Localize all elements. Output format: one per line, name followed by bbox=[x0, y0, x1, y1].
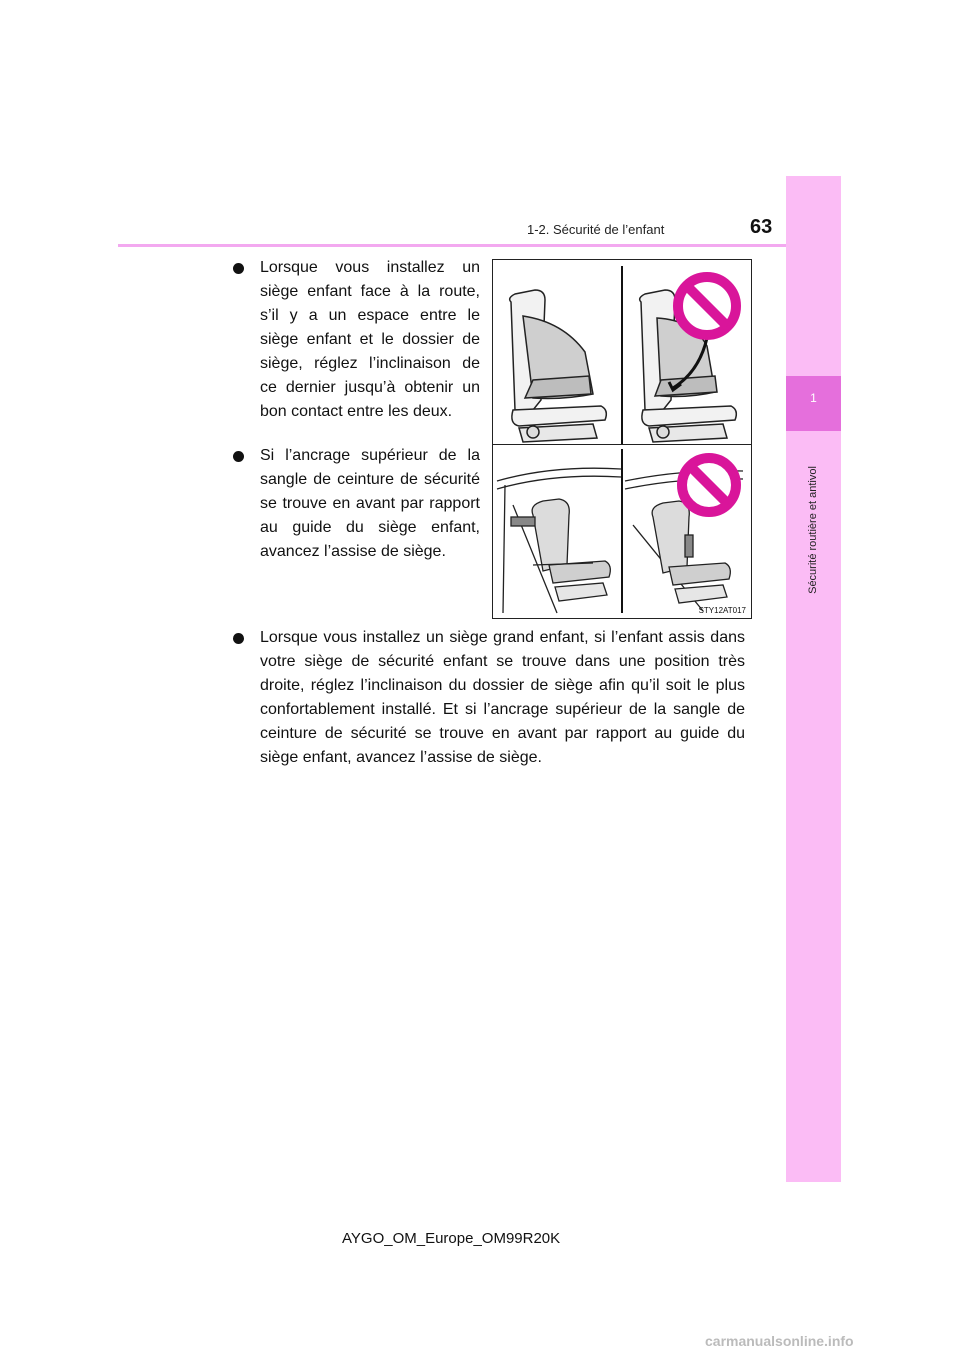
bullet-icon bbox=[233, 633, 244, 644]
bullet-item bbox=[233, 256, 480, 424]
bullet-icon bbox=[233, 263, 244, 274]
chapter-side-tab bbox=[786, 176, 841, 1182]
chapter-title: Sécurité routière et antivol bbox=[807, 466, 819, 594]
bullet-text: Lorsque vous installez un siège grand enfant, si l’enfant assis dans votre siège de sécurité enfant se trouve dans une position très droite, réglez l’inclinaison du dossier de siège afin qu’il soit le plus confortablement installé. Et si l’ancrage supérieur de la sangle de ceinture de sécurité se trouve en avant par rapport au guide du siège enfant, avancez l’assise de siège. bbox=[260, 629, 745, 766]
figure-code: STY12AT017 bbox=[698, 606, 746, 615]
figure-seat-recline bbox=[492, 259, 752, 460]
child-seat-illustration bbox=[497, 468, 621, 613]
bullet-item bbox=[233, 626, 745, 770]
prohibited-icon bbox=[682, 458, 736, 512]
watermark: carmanualsonline.info bbox=[705, 1333, 854, 1349]
bullet-item bbox=[233, 444, 480, 564]
bullet-text: Si l’ancrage supérieur de la sangle de ceinture de sécurité se trouve en avant par rapport au guide du siège enfant, avancez l’assise de siège. bbox=[260, 447, 480, 560]
page-number: 63 bbox=[750, 216, 773, 238]
prohibited-icon bbox=[678, 277, 736, 335]
header-rule bbox=[118, 244, 840, 247]
bullet-text: Lorsque vous installez un siège enfant face à la route, s’il y a un espace entre le siège enfant et le dossier de siège, réglez l’inclinaison de ce dernier jusqu’à obtenir un bon contact entre les deux. bbox=[260, 259, 480, 420]
car-seat-illustration bbox=[510, 290, 607, 442]
chapter-number: 1 bbox=[810, 391, 817, 405]
section-title: 1-2. Sécurité de l’enfant bbox=[527, 222, 665, 237]
document-code: AYGO_OM_Europe_OM99R20K bbox=[342, 1230, 561, 1247]
bullet-icon bbox=[233, 451, 244, 462]
figure-seat-slide bbox=[492, 444, 752, 619]
